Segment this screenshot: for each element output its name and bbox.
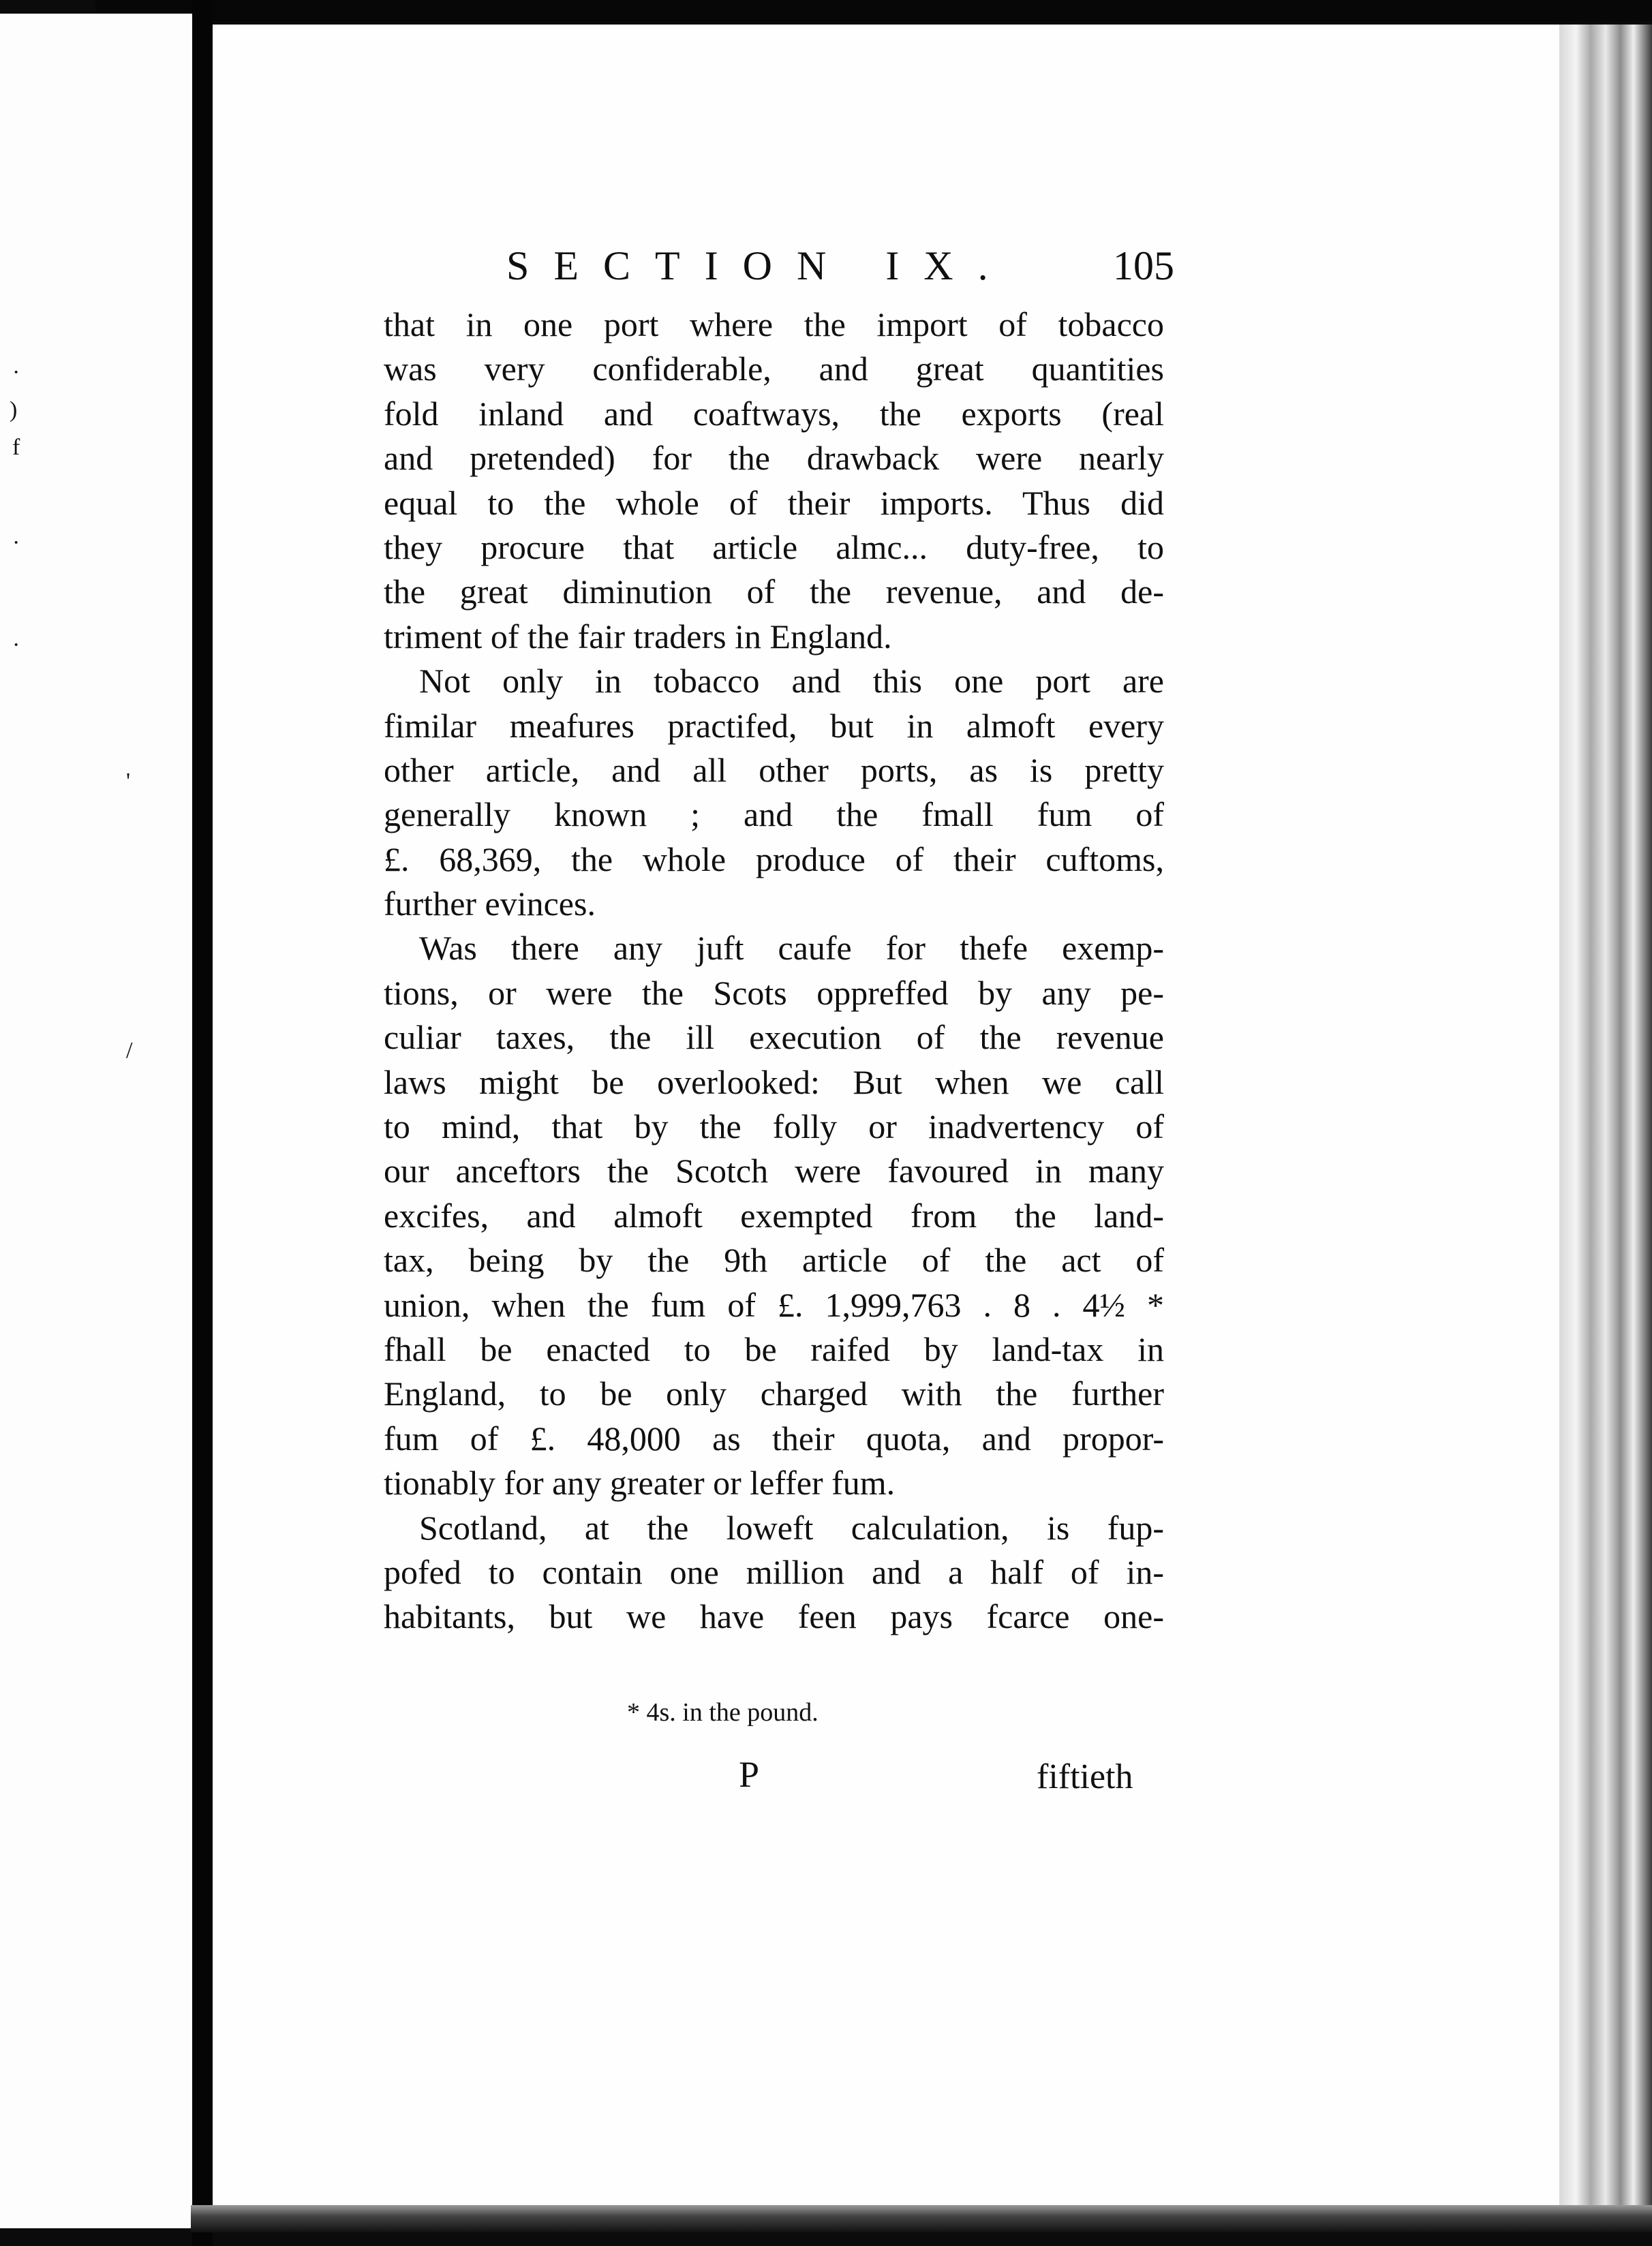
margin-mark: ' [126, 769, 131, 794]
text-line: generally known ; and the fmall fum of [384, 795, 1164, 834]
text-line: habitants, but we have feen pays fcarce one- [384, 1597, 1164, 1636]
text-line: and pretended) for the drawback were nearly [384, 439, 1164, 478]
text-line: fhall be enacted to be raifed by land-tax in [384, 1329, 1164, 1368]
signature-mark: P [739, 1754, 760, 1795]
margin-mark: ) [10, 397, 18, 422]
margin-mark: f [12, 435, 20, 460]
text-line: other article, and all other ports, as is pretty [384, 750, 1164, 789]
text-line: tionably for any greater or leffer fum. [384, 1464, 896, 1503]
page-gutter [192, 0, 213, 2246]
text-line: fum of £. 48,000 as their quota, and propor- [384, 1419, 1164, 1458]
text-line: fold inland and coaftways, the exports (real [384, 394, 1164, 433]
text-line: £. 68,369, the whole produce of their cuftoms, [384, 840, 1164, 878]
text-line: union, when the fum of £. 1,999,763 . 8 . 4½ * [384, 1285, 1164, 1324]
text-line: triment of the fair traders in England. [384, 617, 892, 656]
section-title: SECTION IX. [506, 243, 1013, 288]
text-line: Scotland, at the loweft calculation, is fup- [419, 1508, 1164, 1547]
text-line: tions, or were the Scots oppreffed by any pe- [384, 973, 1164, 1012]
margin-mark: · [12, 530, 20, 555]
text-line: Not only in tobacco and this one port are [419, 662, 1164, 701]
catchword: fiftieth [1037, 1757, 1133, 1796]
text-line: excifes, and almoft exempted from the land- [384, 1196, 1164, 1235]
text-line: was very confiderable, and great quantities [384, 350, 1164, 388]
text-line: fimilar meafures practifed, but in almoft every [384, 706, 1164, 745]
text-line: our anceftors the Scotch were favoured in many [384, 1152, 1164, 1190]
text-line: pofed to contain one million and a half of in- [384, 1552, 1164, 1591]
right-page-edge [1559, 25, 1652, 2232]
text-line: further evinces. [384, 884, 596, 923]
text-line: culiar taxes, the ill execution of the revenue [384, 1018, 1164, 1057]
text-line: England, to be only charged with the further [384, 1374, 1164, 1413]
left-page-edge [0, 14, 192, 2228]
text-line: equal to the whole of their imports. Thus did [384, 483, 1164, 522]
text-line: to mind, that by the folly or inadvertency of [384, 1107, 1164, 1146]
margin-mark: · [12, 360, 20, 385]
page-number: 105 [1113, 243, 1174, 288]
footnote: * 4s. in the pound. [627, 1698, 819, 1727]
text-line: the great diminution of the revenue, and de- [384, 572, 1164, 611]
text-line: Was there any juft caufe for thefe exemp- [419, 929, 1164, 968]
text-line: laws might be overlooked: But when we call [384, 1062, 1164, 1101]
text-line: they procure that article almc... duty-free, to [384, 527, 1164, 566]
margin-mark: · [12, 632, 20, 658]
running-header [506, 239, 1174, 293]
text-line: tax, being by the 9th article of the act of [384, 1241, 1164, 1280]
body-text [384, 303, 1164, 1640]
top-border [95, 0, 1652, 22]
margin-mark: / [126, 1038, 133, 1063]
bottom-page-edge [191, 2205, 1652, 2232]
text-line: that in one port where the import of tobacco [384, 305, 1164, 343]
